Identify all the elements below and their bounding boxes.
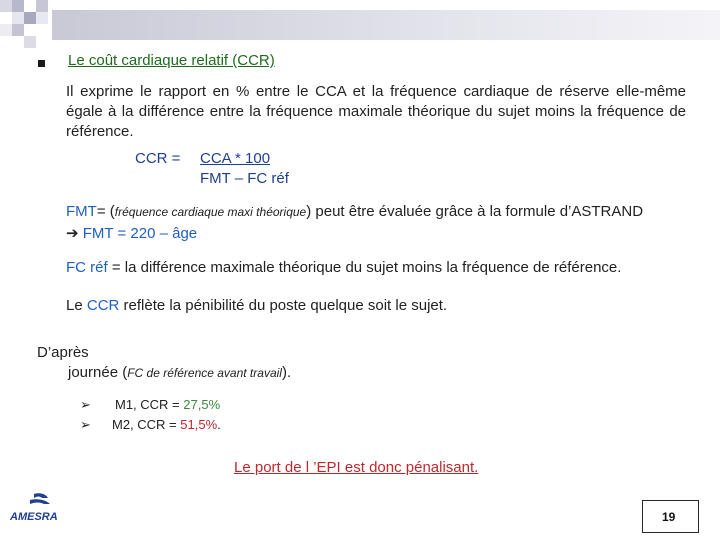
list-item-label: M2, CCR = — [112, 417, 181, 432]
svg-text:AMESRA: AMESRA — [10, 511, 58, 523]
header-bar — [52, 10, 720, 40]
journee-post: ). — [281, 364, 292, 381]
list-item-m1 — [115, 397, 220, 412]
journee-detail: FC de référence avant travail — [127, 366, 282, 380]
conclusion-text: Le port de l ’EPI est donc pénalisant. — [234, 459, 479, 476]
fmt-eq: = ( — [96, 203, 115, 220]
list-arrow-icon: ➢ — [80, 397, 91, 412]
fmt-line — [66, 201, 643, 223]
intro-paragraph: Il exprime le rapport en % entre le CCA et la fréquence cardiaque de réserve elle-même égale à la différence entre la fréquence maximale théorique du sujet moins la fréquence de référence. — [66, 83, 686, 140]
list-item-suffix: . — [217, 417, 221, 432]
journee-line — [68, 364, 291, 381]
arrow-icon: ➔ — [66, 225, 79, 242]
ccr-line — [66, 297, 447, 314]
fcref-line — [66, 259, 621, 276]
amesra-logo — [8, 492, 68, 528]
journee-pre: journée ( — [68, 364, 128, 381]
fcref-label: FC réf — [66, 259, 108, 276]
list-item-label: M1, CCR = — [115, 397, 184, 412]
fcref-text: = la différence maximale théorique du sujet moins la fréquence de référence. — [107, 259, 622, 276]
list-item-m2 — [112, 417, 221, 432]
page-number: 19 — [662, 510, 676, 524]
fmt-block — [66, 201, 643, 244]
list-item-value: 27,5% — [183, 397, 221, 412]
list-item-value: 51,5% — [180, 417, 218, 432]
bullet-square — [38, 60, 45, 67]
section-heading: Le coût cardiaque relatif (CCR) — [68, 52, 275, 69]
fmt-rest: ) peut être évaluée grâce à la formule d’ASTRAND — [306, 203, 644, 220]
formula-denominator: FMT – FC réf — [200, 170, 289, 187]
formula-lhs: CCR = — [135, 150, 181, 167]
list-arrow-icon: ➢ — [80, 417, 91, 432]
ccr-text: reflète la pénibilité du poste quelque soit le sujet. — [119, 297, 448, 314]
ccr-pre: Le — [66, 297, 87, 314]
ccr-label: CCR — [86, 297, 120, 314]
fmt-detail: fréquence cardiaque maxi théorique — [114, 205, 307, 219]
dapres-text: D’après — [37, 344, 89, 361]
formula-numerator: CCA * 100 — [200, 150, 271, 167]
fmt-formula-line — [66, 223, 643, 244]
corner-decoration — [0, 0, 60, 50]
fmt-label: FMT — [66, 203, 97, 220]
fmt-formula: FMT = 220 – âge — [82, 225, 198, 242]
